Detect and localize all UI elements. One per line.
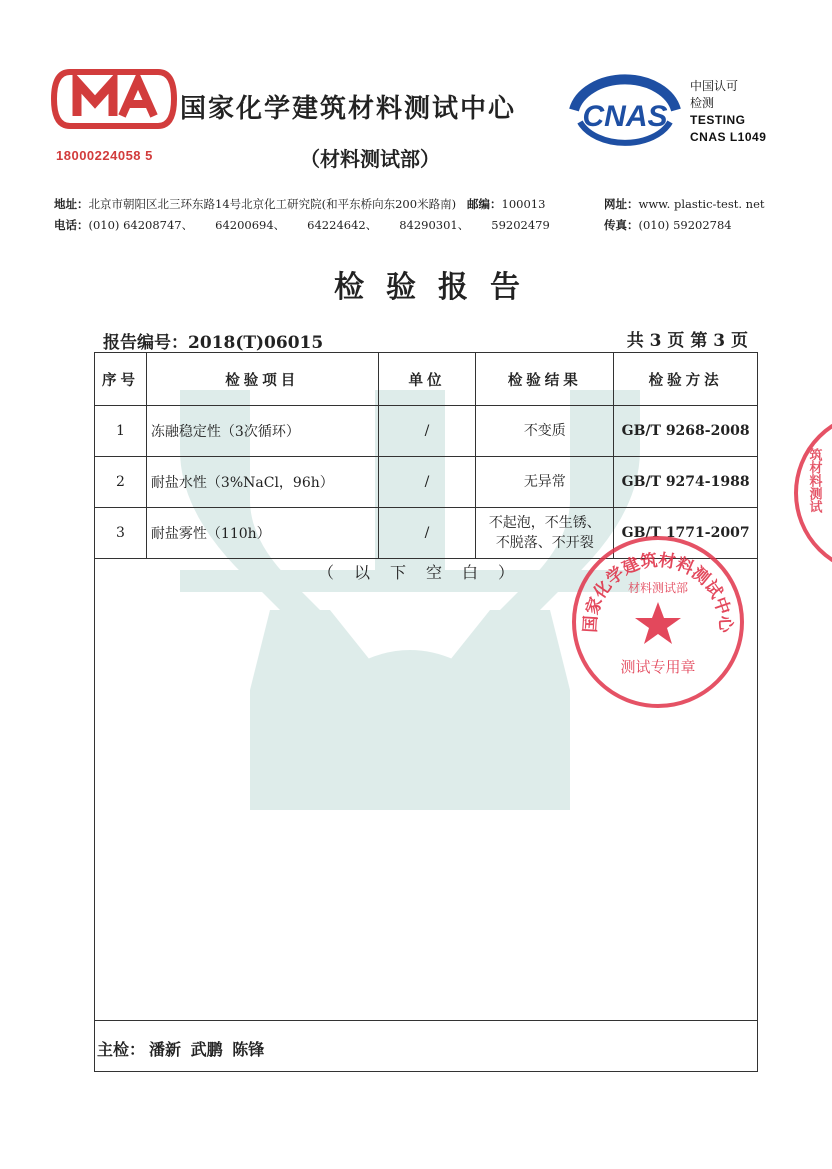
test-item: 耐盐雾性（110h） [146, 508, 378, 559]
column-header-item: 检验项目 [146, 353, 378, 406]
postcode-label: 邮编： [467, 197, 502, 211]
website-group [604, 196, 765, 212]
inspector-name: 潘新 [149, 1040, 182, 1059]
phone-numbers [89, 218, 572, 232]
cnas-accreditation-text [690, 78, 766, 146]
phone-number: (010) 64208747、 [88, 218, 194, 232]
column-header-unit: 单位 [378, 353, 476, 406]
column-header-result: 检验结果 [476, 353, 614, 406]
result-cell [476, 508, 614, 559]
address-label: 地址： [54, 197, 89, 211]
report-number-label: 报告编号： [103, 333, 188, 353]
cnas-zh-line1: 中国认可 [690, 79, 739, 93]
results-table [94, 352, 758, 559]
result-text: 无异常 [523, 474, 566, 490]
organization-department: （材料测试部） [300, 147, 440, 171]
table-row [95, 457, 758, 508]
stamp-top-text: 国家化学建筑材料测试中心 [580, 550, 736, 634]
phone-number: 59202479 [491, 218, 550, 232]
fax-label: 传真： [604, 218, 639, 232]
unit-cell: / [378, 406, 476, 457]
address-value: 北京市朝阳区北三环东路14号北京化工研究院(和平东桥向东200米路南) [88, 197, 457, 211]
phone-number: 64224642、 [307, 218, 378, 232]
fax-value: (010) 59202784 [638, 218, 732, 232]
row-number: 3 [95, 508, 147, 559]
fax-group [604, 217, 732, 233]
phone-number: 84290301、 [399, 218, 470, 232]
report-number-value: 2018(T)06015 [188, 333, 324, 353]
unit-cell: / [378, 508, 476, 559]
table-header-row [95, 353, 758, 406]
address-row [54, 196, 765, 212]
phone-label: 电话： [54, 218, 89, 232]
table-row [95, 406, 758, 457]
cma-logo [50, 68, 178, 130]
svg-text:CNAS: CNAS [582, 100, 668, 133]
result-text-line2: 不脱落、不开裂 [495, 535, 594, 551]
cnas-logo [566, 70, 684, 156]
postcode-value: 100013 [501, 197, 546, 211]
report-number [103, 328, 323, 353]
phone-number: 64200694、 [215, 218, 286, 232]
column-header-method: 检验方法 [614, 353, 758, 406]
test-item: 冻融稳定性（3次循环） [146, 406, 378, 457]
unit-cell: / [378, 457, 476, 508]
stamp-middle-text: 材料测试部 [627, 581, 689, 595]
inspectors [97, 1037, 268, 1060]
partial-seam-stamp [786, 408, 832, 578]
stamp-edge-text: 筑材料测试 [806, 448, 822, 513]
report-title: 检验报告 [334, 270, 542, 305]
method-cell: GB/T 9274-1988 [614, 457, 758, 508]
organization-name: 国家化学建筑材料测试中心 [180, 94, 517, 124]
hotline-number: 18000224058 5 [56, 148, 153, 163]
website-value: www. plastic-test. net [638, 197, 765, 211]
row-number: 2 [95, 457, 147, 508]
result-cell [476, 457, 614, 508]
method-cell: GB/T 9268-2008 [614, 406, 758, 457]
inspector-label: 主检： [97, 1040, 146, 1059]
cnas-en-line2: CNAS L1049 [690, 130, 767, 144]
result-text: 不变质 [523, 423, 566, 439]
blank-below-note: （以下空白） [317, 563, 534, 582]
page-indicator: 共 3 页 第 3 页 [626, 331, 748, 351]
result-text-line1: 不起泡，不生锈、 [488, 515, 601, 531]
phone-row [54, 217, 732, 233]
inspector-name: 陈锋 [232, 1040, 265, 1059]
column-header-no: 序号 [95, 353, 147, 406]
method-cell: GB/T 1771-2007 [614, 508, 758, 559]
cnas-zh-line2: 检测 [690, 96, 715, 110]
result-cell [476, 406, 614, 457]
test-item: 耐盐水性（3%NaCl，96h） [146, 457, 378, 508]
stamp-bottom-text: 测试专用章 [620, 658, 696, 676]
footer-divider [94, 1020, 758, 1021]
table-row [95, 508, 758, 559]
inspector-name: 武鹏 [190, 1040, 223, 1059]
cnas-en-line1: TESTING [690, 113, 746, 127]
website-label: 网址： [604, 197, 639, 211]
row-number: 1 [95, 406, 147, 457]
